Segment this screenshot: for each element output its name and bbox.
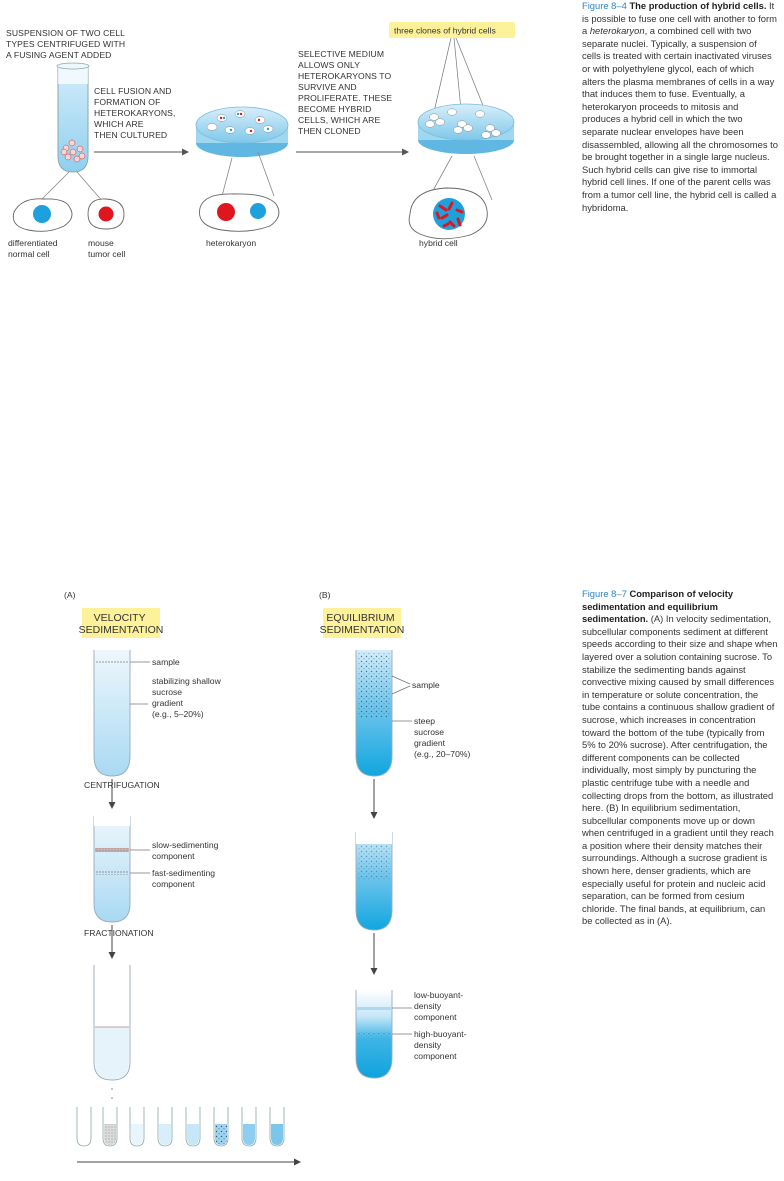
centrifugation-label: CENTRIFUGATION xyxy=(84,780,160,790)
sample-label-a: sample xyxy=(152,657,180,667)
hybrid-cell-label: hybrid cell xyxy=(419,238,458,248)
suspension-label: SUSPENSION OF TWO CELL TYPES CENTRIFUGED WITH A FUSING AGENT ADDED xyxy=(6,28,126,60)
tumor-cell-label: mouse tumor cell xyxy=(88,238,126,259)
heterokaryon-cell xyxy=(199,194,278,231)
heterokaryon-red-nucleus xyxy=(217,203,235,221)
tumor-cell-nucleus xyxy=(99,207,114,222)
selective-medium-label: SELECTIVE MEDIUM ALLOWS ONLY HETEROKARYONS TO SURVIVE AND PROLIFERATE. THESE BECOME HYBRID CELLS, WHICH ARE THEN CLONED xyxy=(298,49,393,136)
fractionation-label: FRACTIONATION xyxy=(84,928,154,938)
normal-cell-nucleus xyxy=(33,205,51,223)
velocity-tube-after xyxy=(94,816,130,922)
slow-sedimenting-label: slow-sedimenting component xyxy=(152,840,219,861)
panel-b-title: EQUILIBRIUM SEDIMENTATION xyxy=(319,612,405,636)
figure-8-4-caption xyxy=(582,0,778,214)
caption-emphasis: heterokaryon xyxy=(589,25,645,37)
velocity-tube-fractionating xyxy=(94,965,130,1099)
figure-number: Figure 8–7 xyxy=(582,588,627,599)
culture-dish-hybrid-clones xyxy=(418,104,514,154)
shallow-gradient-label: stabilizing shallow sucrose gradient (e.g., 5–20%) xyxy=(152,676,221,719)
equilibrium-tube-before xyxy=(356,650,392,776)
fast-sedimenting-label: fast-sedimenting component xyxy=(152,868,216,889)
fraction-direction-arrow xyxy=(77,1159,301,1166)
figure-number: Figure 8–4 xyxy=(582,0,627,11)
low-density-label: low-buoyant- density component xyxy=(414,990,464,1022)
velocity-tube-before xyxy=(94,650,130,776)
figure-title: The production of hybrid cells. xyxy=(629,0,767,11)
equilibrium-arrow-1 xyxy=(371,779,378,819)
caption-text: It is possible to fuse one cell with another to form a xyxy=(582,0,777,37)
high-density-label: high-buoyant- density component xyxy=(414,1029,467,1061)
arrow-to-dish-2 xyxy=(296,149,409,156)
hybrid-cell-figure xyxy=(0,0,540,290)
equilibrium-tube-final xyxy=(356,990,392,1078)
caption-text-cont: , a combined cell with two separate nuclei. Typically, a suspension of cells is treated with certain inactivated viruses or with polyethylene glycol, each of which alters the plasma membranes of cells in a way that induces them to fuse. Eventually, a heterokaryon proceeds to mitosis and produces a hybrid cell in which the two separate nuclear envelopes have been disassembled, allowing all the chromosomes to be brought together in a single large nucleus. Such hybrid cells can give rise to immortal hybrid cell lines. If one of the parent cells was from a tumor cell line, the hybrid cell is called a hybridoma. xyxy=(582,25,778,213)
sedimentation-figure xyxy=(0,580,560,1181)
clones-label: three clones of hybrid cells xyxy=(394,25,496,36)
arrow-to-dish-1 xyxy=(94,149,189,156)
fusion-label: CELL FUSION AND FORMATION OF HETEROKARYONS, WHICH ARE THEN CULTURED xyxy=(94,86,176,140)
fraction-tubes xyxy=(77,1107,284,1146)
equilibrium-tube-middle xyxy=(356,832,392,930)
panel-a-letter: (A) xyxy=(64,590,76,600)
normal-cell-label: differentiated normal cell xyxy=(8,238,58,259)
suspension-tube xyxy=(57,63,89,172)
figure-8-7-caption xyxy=(582,588,778,928)
heterokaryon-blue-nucleus xyxy=(250,203,266,219)
culture-dish-heterokaryons xyxy=(196,107,288,157)
figure-title: Comparison of velocity sedimentation and equilibrium sedimentation. xyxy=(582,588,734,625)
panel-b-letter: (B) xyxy=(319,590,331,600)
equilibrium-arrow-2 xyxy=(371,933,378,975)
sample-label-b: sample xyxy=(412,680,440,690)
heterokaryon-label: heterokaryon xyxy=(206,238,257,248)
panel-a-title: VELOCITY SEDIMENTATION xyxy=(78,612,164,636)
caption-text: (A) In velocity sedimentation, subcellular components sediment at different speeds according to their size and shape when layered over a solution containing sucrose. To stabilize the sedimenting bands against convective mixing caused by small differences in temperature or solute concentration, the tube contains a continuous shallow gradient of sucrose, which increases in concentration toward the bottom of the tube (typically from 5% to 20% sucrose). After centrifugation, the different components can be collected individually, most simply by puncturing the plastic centrifuge tube with a needle and collecting drops from the bottom, as illustrated here. (B) In equilibrium sedimentation, subcellular components move up or down when centrifuged in a gradient until they reach a position where their density matches their surroundings. Although a sucrose gradient is shown here, denser gradients, which are especially useful for protein and nucleic acid separation, can be formed from cesium chloride. The final bands, at equilibrium, can be collected as in (A). xyxy=(582,613,778,927)
steep-gradient-label: steep sucrose gradient (e.g., 20–70%) xyxy=(414,716,471,759)
